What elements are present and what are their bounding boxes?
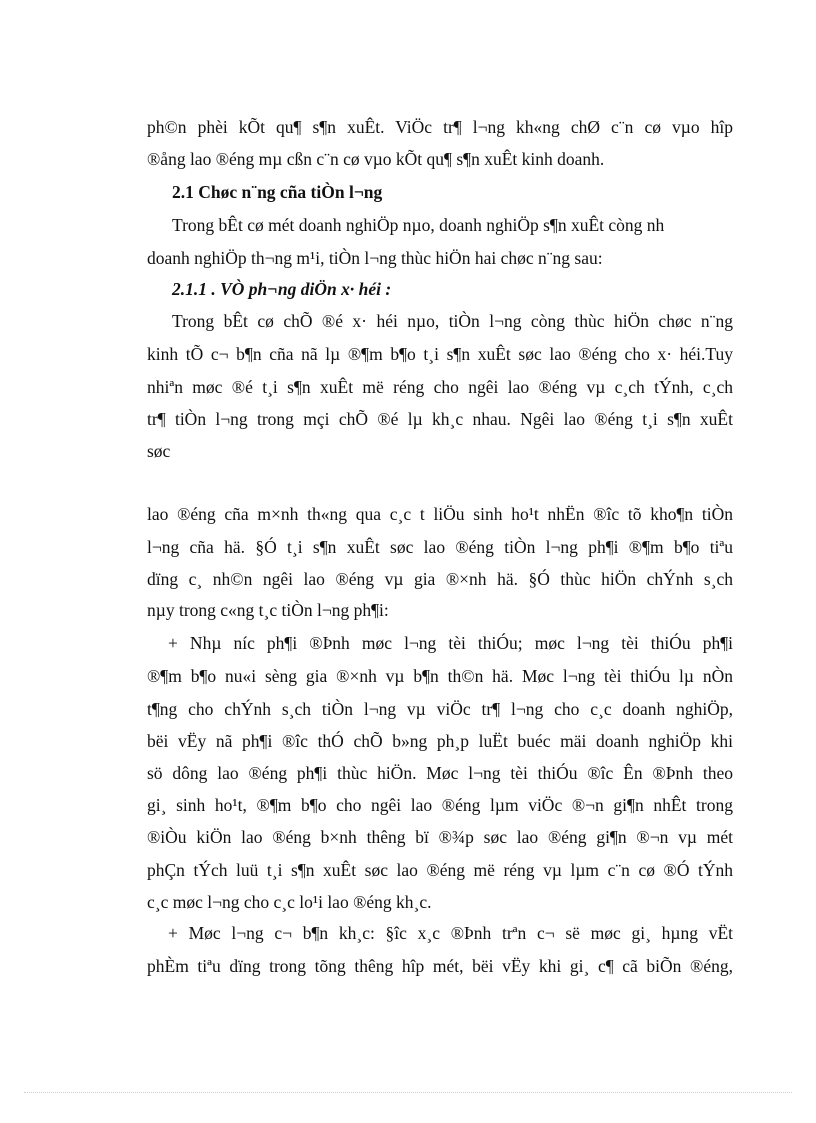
paragraph-line: t¶ng cho chÝnh s¸ch tiÒn l¬ng vµ viÖc tr¶ l¬ng cho c¸c doanh nghiÖp,	[147, 699, 733, 719]
paragraph-line: bëi vËy nã ph¶i ®îc thÓ chÕ b»ng ph¸p luËt buéc mäi doanh nghiÖp khi	[147, 731, 733, 751]
paragraph-line: sö dông lao ®éng ph¶i thùc hiÖn. Møc l¬ng tèi thiÓu ®îc Ên ®Þnh theo	[147, 763, 733, 783]
page-bottom-rule	[24, 1092, 792, 1093]
paragraph-line: gi¸ sinh ho¹t, ®¶m b¶o cho ngêi lao ®éng lµm viÖc ®¬n gi¶n nhÊt trong	[147, 795, 733, 815]
paragraph-line: c¸c møc l¬ng cho c¸c lo¹i lao ®éng kh¸c.	[147, 892, 432, 912]
subsection-heading: 2.1.1 . VÒ ph¬ng diÖn x· héi :	[172, 279, 392, 299]
paragraph-line: + Møc l¬ng c¬ b¶n kh¸c: §îc x¸c ®Þnh trªn c¬ së møc gi¸ hµng vËt	[168, 923, 733, 943]
paragraph-line: nhiªn møc ®é t¸i s¶n xuÊt më réng cho ngêi lao ®éng vµ c¸ch tÝnh, c¸ch	[147, 377, 733, 397]
paragraph-line: kinh tÕ c¬ b¶n cña nã lµ ®¶m b¶o t¸i s¶n xuÊt søc lao ®éng cho x· héi.Tuy	[147, 344, 733, 364]
paragraph-line: ph©n phèi kÕt qu¶ s¶n xuÊt. ViÖc tr¶ l¬ng kh«ng chØ c¨n cø vµo hîp	[147, 117, 733, 137]
paragraph-line: phÈm tiªu dïng trong tõng thêng hîp mét, bëi vËy khi gi¸ c¶ cã biÕn ®éng,	[147, 956, 733, 976]
paragraph-line: l¬ng cña hä. §Ó t¸i s¶n xuÊt søc lao ®éng tiÒn l¬ng ph¶i ®¶m b¶o tiªu	[147, 537, 733, 557]
paragraph-line: ®¶m b¶o nu«i sèng gia ®×nh vµ b¶n th©n hä. Møc l¬ng tèi thiÓu lµ nÒn	[147, 666, 733, 686]
paragraph-line: ®ång lao ®éng mµ cßn c¨n cø vµo kÕt qu¶ s¶n xuÊt kinh doanh.	[147, 149, 605, 169]
paragraph-line: tr¶ tiÒn l¬ng trong mçi chÕ ®é lµ kh¸c nhau. Ngêi lao ®éng t¸i s¶n xuÊt	[147, 409, 733, 429]
paragraph-line: lao ®éng cña m×nh th«ng qua c¸c t liÖu sinh ho¹t nhËn ®îc tõ kho¶n tiÒn	[147, 504, 733, 524]
paragraph-line: + Nhµ níc ph¶i ®Þnh møc l¬ng tèi thiÓu; møc l¬ng tèi thiÓu ph¶i	[168, 633, 733, 653]
paragraph-line: Trong bÊt cø chÕ ®é x· héi nµo, tiÒn l¬ng còng thùc hiÖn chøc n¨ng	[172, 311, 733, 331]
paragraph-line: ®iÒu kiÖn lao ®éng b×nh thêng bï ®¾p søc lao ®éng gi¶n ®¬n vµ mét	[147, 827, 733, 847]
paragraph-line: søc	[147, 441, 171, 461]
paragraph-line: phÇn tÝch luü t¸i s¶n xuÊt søc lao ®éng më réng vµ lµm c¨n cø ®Ó tÝnh	[147, 860, 733, 880]
paragraph-line: Trong bÊt cø mét doanh nghiÖp nµo, doanh nghiÖp s¶n xuÊt còng nh	[172, 215, 665, 235]
paragraph-line: dïng c¸ nh©n ngêi lao ®éng vµ gia ®×nh hä. §Ó thùc hiÖn chÝnh s¸ch	[147, 569, 733, 589]
paragraph-line: doanh nghiÖp th¬ng m¹i, tiÒn l¬ng thùc hiÖn hai chøc n¨ng sau:	[147, 248, 603, 268]
paragraph-line: nµy trong c«ng t¸c tiÒn l¬ng ph¶i:	[147, 600, 389, 620]
section-heading: 2.1 Chøc n¨ng cña tiÒn l¬ng	[172, 182, 383, 202]
